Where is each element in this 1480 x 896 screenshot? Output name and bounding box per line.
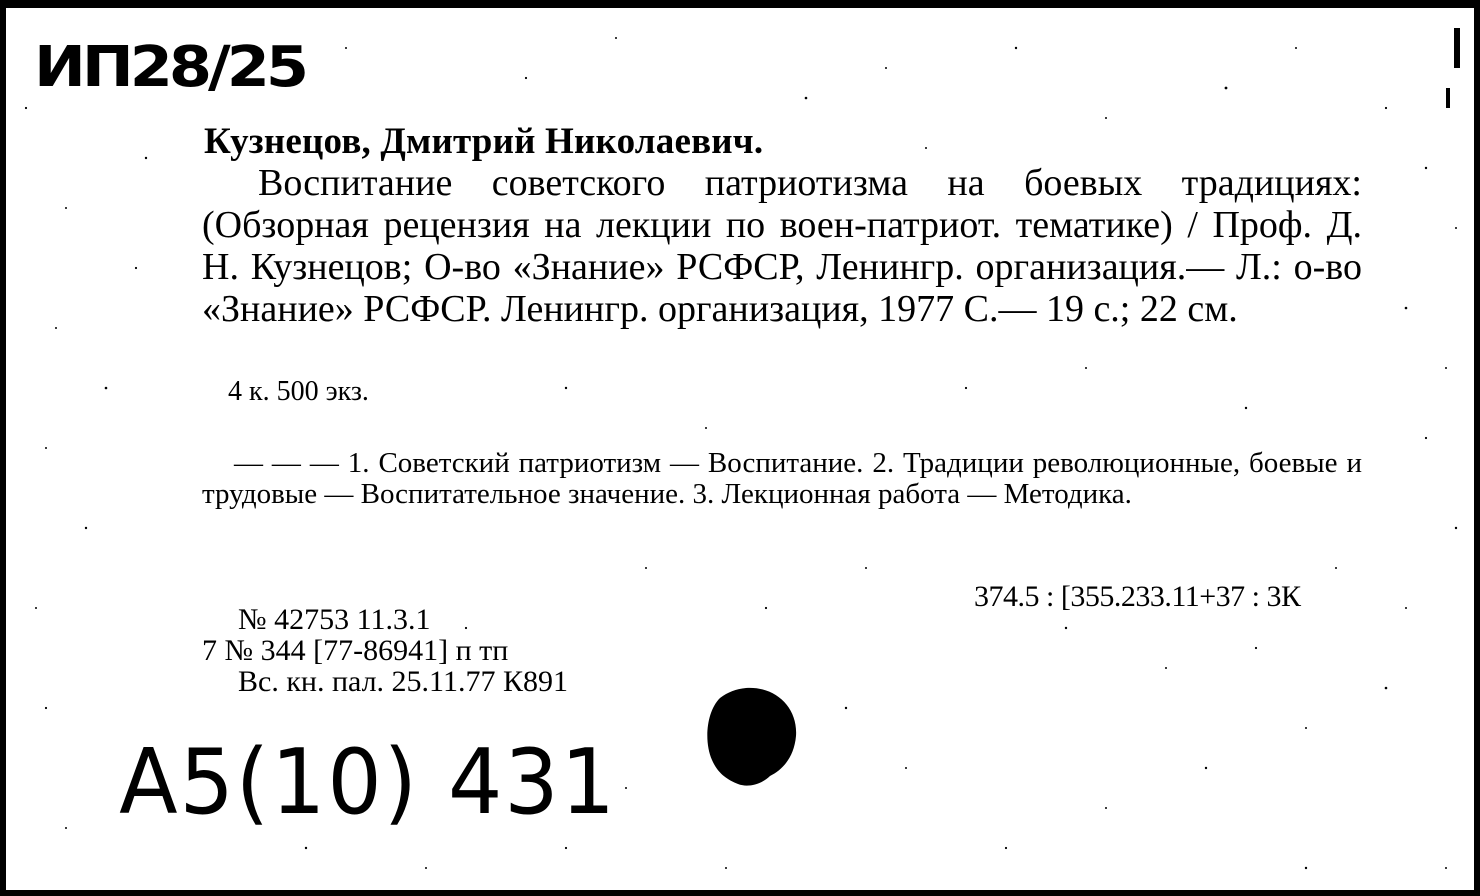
catalog-card [6, 8, 1474, 890]
subject-headings: — — — 1. Советский патриотизм — Воспитание. 2. Традиции революционные, боевые и трудовые — Воспитательное значение. 3. Лекционная работа — Методика. [202, 447, 1362, 510]
handwritten-call-number: A5(10) 431 [119, 730, 617, 835]
udc-classification: 374.5 : [355.233.11+37 : 3К [974, 580, 1301, 613]
bibliographic-description: Воспитание советского патриотизма на боевых традициях: (Обзорная рецензия на лекции по воен-патриот. тематике) / Проф. Д. Н. Кузнецов; О-во «Знание» РСФСР, Ленингр. организация.— Л.: о-во «Знание» РСФСР. Ленингр. организация, 1977 С.— 19 с.; 22 см. [202, 162, 1362, 330]
price-print-run: 4 к. 500 экз. [228, 376, 369, 407]
registration-line: 7 № 344 [77-86941] п тп [202, 634, 509, 667]
author-heading: Кузнецов, Дмитрий Николаевич. [204, 121, 764, 162]
ink-blot [698, 684, 808, 794]
handwritten-shelf-mark: ИП28/25 [34, 33, 305, 100]
registration-numbers [202, 604, 568, 697]
registration-line: № 42753 11.3.1 [238, 603, 431, 636]
registration-line: Вс. кн. пал. 25.11.77 К891 [238, 665, 568, 698]
